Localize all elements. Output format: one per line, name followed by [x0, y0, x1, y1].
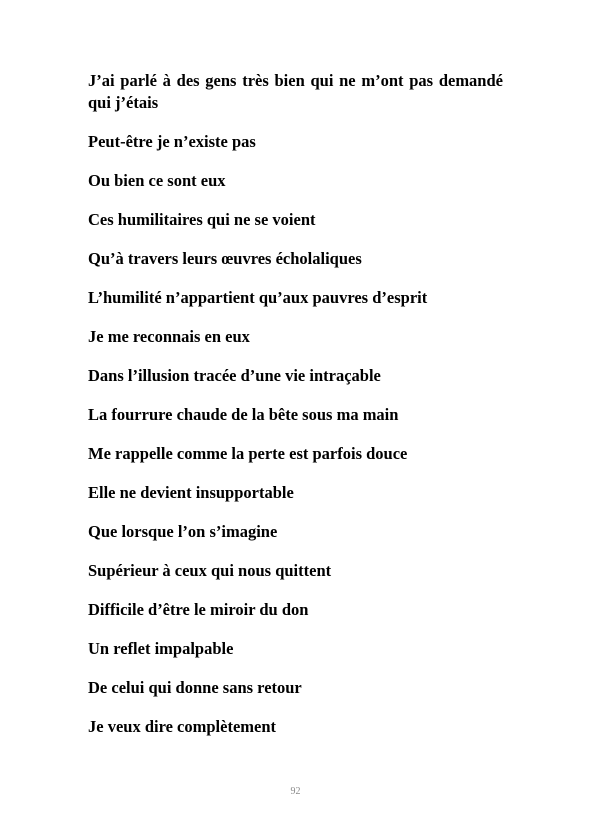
poem-line: Un reflet impalpable — [88, 639, 234, 658]
poem-line: La fourrure chaude de la bête sous ma main — [88, 405, 399, 424]
poem-line: Qu’à travers leurs œuvres écholaliques — [88, 249, 362, 268]
poem-line: Je veux dire complètement — [88, 717, 277, 736]
poem-line: Ou bien ce sont eux — [88, 171, 226, 190]
page-number: 92 — [290, 786, 301, 797]
poem-line: Dans l’illusion tracée d’une vie intraçable — [88, 366, 381, 385]
poem-line: De celui qui donne sans retour — [88, 678, 302, 697]
poem-line: Je me reconnais en eux — [88, 327, 250, 346]
poem-body — [88, 70, 503, 755]
poem-line: Me rappelle comme la perte est parfois douce — [88, 444, 408, 463]
poem-line: Difficile d’être le miroir du don — [88, 600, 309, 619]
poem-line: J’ai parlé à des gens très bien qui ne m’ont pas demandé qui j’étais — [88, 71, 503, 112]
poem-line: Supérieur à ceux qui nous quittent — [88, 561, 332, 580]
poem-line: L’humilité n’appartient qu’aux pauvres d’esprit — [88, 288, 428, 307]
poem-line: Elle ne devient insupportable — [88, 483, 294, 502]
poem-line: Peut-être je n’existe pas — [88, 132, 256, 151]
poem-line: Que lorsque l’on s’imagine — [88, 522, 278, 541]
poem-line: Ces humilitaires qui ne se voient — [88, 210, 316, 229]
